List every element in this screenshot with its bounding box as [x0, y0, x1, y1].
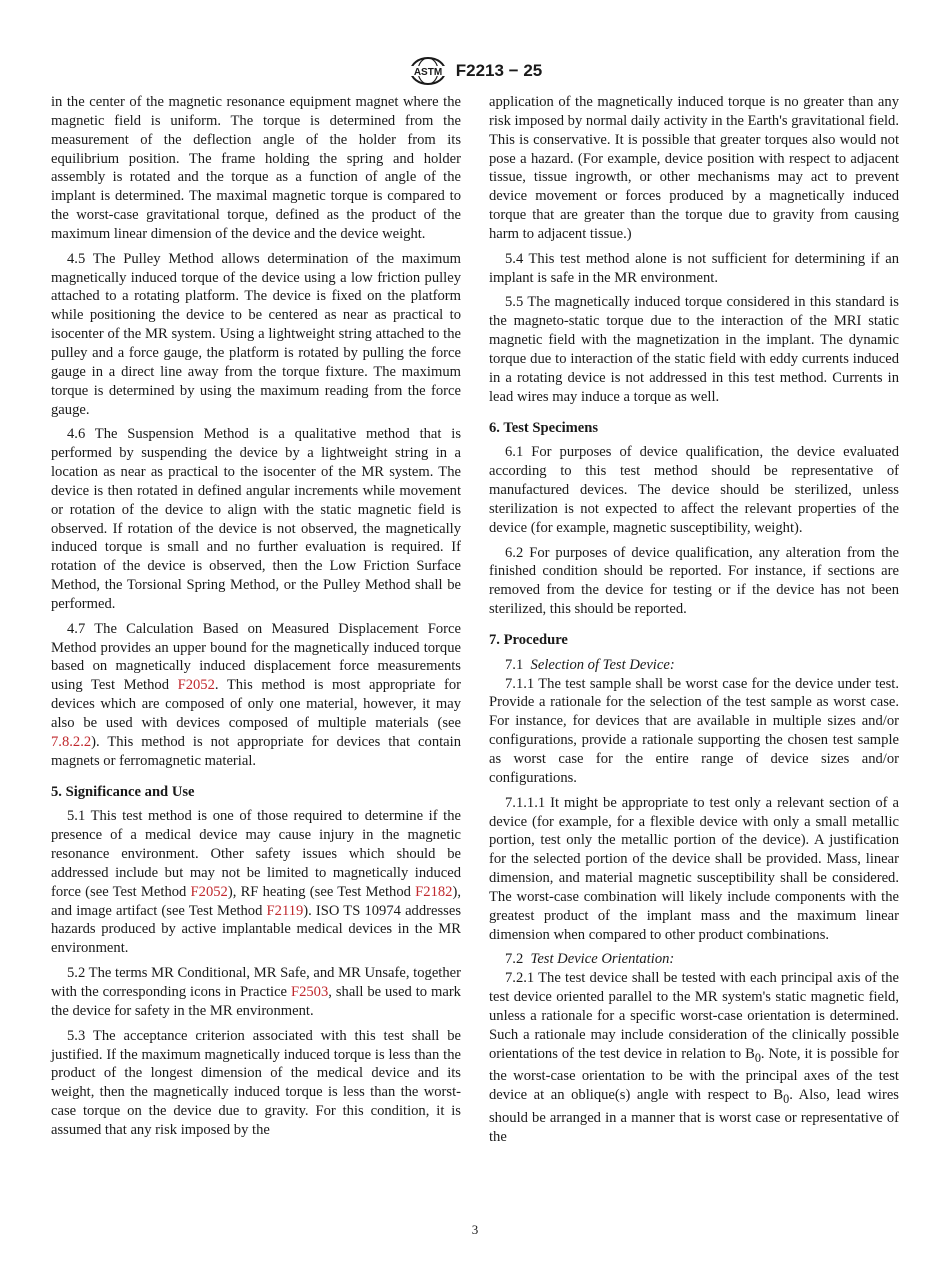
paragraph-6-2: 6.2 For purposes of device qualification, any alteration from the finished condition should be reported. For instance, if sections are removed from the device for testing or if the device has not been sterilized, this should be reported. — [489, 544, 899, 618]
paragraph-7-2-1: 7.2.1 The test device shall be tested with each principal axis of the test device oriented parallel to the MR system's static magnetic field, unless a rationale for a specific worst-case orientation is determined. Such a rationale may include consideration of the clinically possible orientations of the test device in relation to $B_0$. Note, it is possible for the worst-case orientation to be with the principal axes of the test device at an oblique(s) angle with respect to $B_0$. Also, lead wires should be arranged in a manner that is worst case or representative of the — [489, 970, 899, 1145]
svg-text:ASTM: ASTM — [413, 67, 442, 78]
paragraph-4-4-continued: in the center of the magnetic resonance equipment magnet where the magnetic field is uniform. The torque is determined from the measurement of the deflection angle of the holder from its equilibrium position. The frame holding the spring and holder assembly is rotated and the torque as a function of angle of the implant is determined. The maximal magnetic torque is compared to the worst-case gravitational torque, defined as the product of the maximum linear dimension of the device and the device weight. — [51, 94, 461, 242]
page-number: 3 — [471, 1222, 479, 1237]
paragraph-5-3-continued: application of the magnetically induced torque is no greater than any risk imposed by normal daily activity in the Earth's gravitational field. This is conservative. It is possible that greater torques also would not pose a hazard. (For example, device position with respect to adjacent tissue, tissue ingrowth, or other mechanisms may act to prevent device movement or forces produced by a magnetically induced torque that are greater than the torque due to gravity from causing harm to adjacent tissue.) — [489, 94, 899, 242]
right-column — [489, 93, 899, 1153]
paragraph-5-2: 5.2 The terms MR Conditional, MR Safe, and MR Unsafe, together with the corresponding icons in Practice F2503, shall be used to mark the device for safety in the MR environment. — [51, 965, 461, 1019]
subsection-7-1: 7.1 Selection of Test Device: — [505, 656, 675, 673]
astm-logo-icon — [408, 56, 448, 86]
reference-link-f2052[interactable]: F2052 — [190, 883, 228, 900]
paragraph-5-4: 5.4 This test method alone is not sufficient for determining if an implant is safe in the MR environment. — [489, 250, 899, 286]
paragraph-5-5: 5.5 The magnetically induced torque considered in this standard is the magneto-static torque due to the interaction of the MRI static magnetic field with the magnetization in the implant. The dynamic torque due to interaction of the static field with eddy currents induced in a rotating device is not addressed in this test method. Currents in lead wires may induce a torque as well. — [489, 294, 899, 405]
left-column — [51, 93, 461, 1146]
paragraph-5-3: 5.3 The acceptance criterion associated with this test shall be justified. If the maximum magnetically induced torque is less than the product of the longest dimension of the medical device and its weight, then the magnetically induced torque is less than the worst-case torque on the device due to gravity. For this condition, it is assumed that any risk imposed by the — [51, 1027, 461, 1138]
document-id: F2213 − 25 — [455, 61, 543, 80]
paragraph-4-6: 4.6 The Suspension Method is a qualitative method that is performed by suspending the device by a lightweight string in a location as near as practical to the isocenter of the MR system. The device is then rotated in defined angular increments while movement or rotation of the device to align with the static magnetic field is observed. If rotation of the device is not observed, the magnetically induced torque is small and no further evaluation is required. If rotation of the device is observed, then the Low Friction Surface Method, the Torsional Spring Method, or the Pulley Method shall be performed. — [51, 426, 461, 612]
paragraph-4-7: 4.7 The Calculation Based on Measured Displacement Force Method provides an upper bound for the magnetically induced torque based on magnetically induced displacement force measurements using Test Method F2052. This method is most appropriate for devices which are composed of only one material, however, it may also be used with devices composed of multiple materials (see 7.8.2.2). This method is not appropriate for devices that contain magnets or ferromagnetic material. — [51, 620, 461, 769]
reference-link-7-8-2-2[interactable]: 7.8.2.2 — [51, 733, 92, 750]
paragraph-7-1-1-1: 7.1.1.1 It might be appropriate to test only a relevant section of a device (for example, for a flexible device with only a small metallic portion, test only the metallic portion of the device). A justification for the selected portion of the device shall be provided. Mass, linear dimension, and material magnetic susceptibility shall be considered. The worst-case combination will likely include components with the greatest product of the implant mass and the maximum linear dimension when compared to other product combinations. — [489, 794, 899, 943]
section-heading-5: 5. Significance and Use — [51, 783, 195, 800]
paragraph-4-5: 4.5 The Pulley Method allows determination of the maximum magnetically induced torque of the device using a low friction pulley attached to a rotating platform. The device is fixed on the platform while positioning the device to be centered as near as practical to isocenter of the MR system. Using a lightweight string attached to the pulley and a force gauge, the platform is rotated by pulling the force gauge in a direct line away from the torque fixture. The maximum torque is determined by using the maximum reading from the force gauge. — [51, 250, 461, 418]
reference-link-f2052[interactable]: F2052 — [177, 677, 215, 694]
section-heading-7: 7. Procedure — [489, 631, 568, 648]
paragraph-5-1: 5.1 This test method is one of those required to determine if the presence of a medical device may cause injury in the magnetic resonance environment. Other safety issues which should be addressed include but may not be limited to magnetically induced force (see Test Method F2052), RF heating (see Test Method F2182), and image artifact (see Test Method F2119). ISO TS 10974 addresses hazards produced by active implantable medical devices in the MR environment. — [51, 808, 461, 957]
reference-link-f2119[interactable]: F2119 — [266, 902, 304, 919]
page-header — [0, 56, 950, 86]
paragraph-6-1: 6.1 For purposes of device qualification, the device evaluated according to this test method should be representative of manufactured devices. The device should be sterilized, unless sterilization is not expected to affect the relevant properties of the device (for example, magnetic susceptibility, weight). — [489, 444, 899, 536]
paragraph-7-1-1: 7.1.1 The test sample shall be worst case for the device under test. Provide a rationale for the selection of the test sample as worst case. For instance, for devices that are available in multiple sizes and/or configurations, provide a rationale supporting the chosen test sample as worst case for the entire range of device sizes and/or configurations. — [489, 675, 899, 786]
subsection-7-2: 7.2 Test Device Orientation: — [505, 951, 675, 968]
section-heading-6: 6. Test Specimens — [489, 419, 599, 436]
reference-link-f2182[interactable]: F2182 — [415, 883, 453, 900]
reference-link-f2503[interactable]: F2503 — [290, 983, 329, 1000]
